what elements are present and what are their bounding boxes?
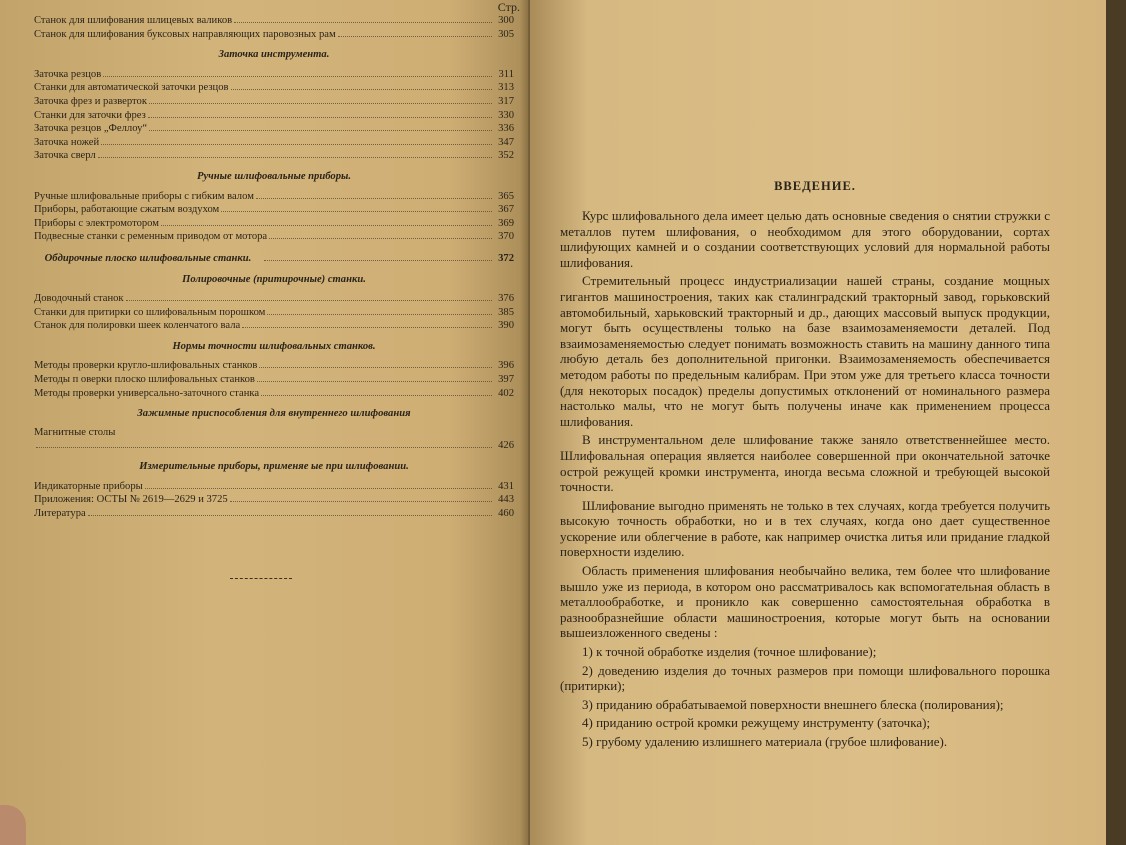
toc-page-number: 317 <box>498 95 514 107</box>
toc-entry-title: Заточка сверл <box>34 150 96 162</box>
toc-entry-title: Станки для автоматической заточки резцов <box>34 82 229 94</box>
list-item: 2) доведению изделия до точных размеров при помощи шлифовального порошка (притирки); <box>560 662 1050 694</box>
page-stack-edge <box>1106 0 1126 845</box>
toc-page-number: 352 <box>498 150 514 162</box>
toc-entry <box>34 14 514 28</box>
toc-page-number: 370 <box>498 231 514 243</box>
toc-leader-dots <box>338 28 492 37</box>
toc-entry-title: Заточка ножей <box>34 136 100 148</box>
application-list <box>560 644 1050 750</box>
toc-entry <box>34 149 514 163</box>
toc-section-heading: Зажимные приспособления для внутреннего шлифования <box>137 408 411 420</box>
toc-entry-title: Методы п оверки плоско шлифовальных станков <box>34 374 255 386</box>
toc-entry <box>34 109 514 123</box>
toc-page-number: 300 <box>498 15 514 26</box>
toc-page-number: 397 <box>498 374 514 386</box>
toc-leader-dots <box>264 252 492 261</box>
toc-page-number: 426 <box>498 440 514 452</box>
toc-leader-dots <box>36 439 492 448</box>
toc-entry-title: Приборы с электромотором <box>34 217 159 229</box>
paragraph: Шлифование выгодно применять не только в тех случаях, когда требуется получить высокую точность обработки, но и в тех случаях, когда оно дает существенное ускорение или облегчение в работе, как например очистка литья или придание гладкой поверхности изделию. <box>560 497 1050 560</box>
toc-leader-dots <box>126 292 492 301</box>
end-divider <box>230 578 292 579</box>
toc-section-heading: Нормы точности шлифовальных станков. <box>172 340 376 352</box>
toc-section-heading: Заточка инструмента. <box>218 49 330 61</box>
toc-section-heading <box>34 252 514 266</box>
toc-entry <box>34 306 514 320</box>
right-page-introduction <box>530 0 1110 845</box>
toc-entry <box>34 81 514 95</box>
toc-page-number: 311 <box>498 68 514 80</box>
toc-entry-title: Методы проверки универсально-заточного станка <box>34 387 260 399</box>
toc-page-number: 330 <box>498 109 514 121</box>
toc-entry-title: Индикаторные приборы <box>34 480 143 492</box>
toc-page-number: 369 <box>498 217 514 229</box>
toc-leader-dots <box>88 507 492 516</box>
toc-entry <box>34 387 514 401</box>
toc-entry <box>34 230 514 244</box>
list-item: 3) приданию обрабатываемой поверхности внешнего блеска (полирования); <box>582 696 1004 712</box>
toc-entry-title: Заточка резцов <box>34 68 102 80</box>
toc-entry-title: Станок для полировки шеек коленчатого вала <box>34 320 241 332</box>
list-item: 4) приданию острой кромки режущему инструменту (заточка); <box>582 715 931 731</box>
toc-page-number: 347 <box>498 136 514 148</box>
toc-list <box>34 14 514 520</box>
toc-leader-dots <box>161 217 492 226</box>
toc-page-number: 402 <box>498 387 514 399</box>
paragraph: Область применения шлифования необычайно велика, тем более что шлифование вышло уже из периода, в котором оно рассматривалось как вспомогательная область в металлообработке, и проникло как совершенно самостоятельная обработка в разнообразнейшие области машиностроения, которые могут быть на основании вышеизложенного сведены : <box>560 563 1050 641</box>
toc-entry-title: Методы проверки кругло-шлифовальных станков <box>34 360 258 372</box>
list-item: 5) грубому удалению излишнего материала (грубое шлифование). <box>582 734 948 749</box>
toc-section-title: Обдирочные плоско шлифовальные станки. <box>44 252 252 264</box>
toc-leader-dots <box>231 81 492 90</box>
toc-leader-dots <box>230 493 492 502</box>
toc-page-number: 365 <box>498 190 514 202</box>
toc-entry <box>34 136 514 150</box>
paragraph: Стремительный процесс индустриализации нашей страны, создание мощных гигантов машиностроения, таких как сталинградский тракторный завод, горьковский автомобильный, харьковский тракторный и др., дающих массовый выпуск продукции, могут быть осуществлены только на базе взаимозаменяемости деталей. Под взаимозаменяемостью следует понимать возможность ставить на машину данного типа любую деталь без дополнительной пригонки. Взаимозаменяемость обеспечивается методом работы по предельным калибрам. При этом уже для третьего класса точности (для некоторых посадок) пределы допустимых отклонений от номинального размера настолько малы, что не могут быть получены иначе как применением процесса шлифования. <box>560 273 1050 429</box>
toc-entry <box>34 507 514 521</box>
toc-entry <box>34 427 514 440</box>
toc-entry-title: Литература <box>34 507 86 519</box>
toc-leader-dots <box>269 230 492 239</box>
toc-entry-title: Заточка фрез и разверток <box>34 95 147 107</box>
toc-page-number: 336 <box>498 123 514 135</box>
toc-entry <box>34 122 514 136</box>
toc-leader-dots <box>103 68 492 77</box>
toc-entry-title: Приборы, работающие сжатым воздухом <box>34 204 220 216</box>
toc-leader-dots <box>256 190 492 199</box>
toc-entry <box>34 28 514 42</box>
introduction-title: ВВЕДЕНИЕ. <box>774 179 856 193</box>
left-page-table-of-contents <box>0 0 528 845</box>
toc-leader-dots <box>234 14 492 23</box>
toc-entry-title: Ручные шлифовальные приборы с гибким валом <box>34 190 254 202</box>
paragraph: Курс шлифовального дела имеет целью дать основные сведения о снятии стружки с металлов путем шлифования, о необходимом для этого оборудовании, сортах шлифующих камней и о создании соответствующих условий для нормальной работы шлифования. <box>560 208 1050 270</box>
toc-entry <box>34 203 514 217</box>
toc-entry <box>34 292 514 306</box>
toc-entry <box>34 493 514 507</box>
toc-leader-dots <box>257 373 492 382</box>
toc-leader-dots <box>148 109 492 118</box>
toc-entry-title: Станки для заточки фрез <box>34 109 146 121</box>
paragraph: В инструментальном деле шлифование также заняло ответственнейшее место. Шлифовальная операция является наиболее совершенной при окончательной заточке острой режущей кромки инструмента, иногда весьма сложной и требующей высокой точности. <box>560 432 1050 495</box>
toc-leader-dots <box>145 480 492 489</box>
toc-page-number: 396 <box>498 360 514 372</box>
toc-page-number: 376 <box>498 293 514 305</box>
toc-entry <box>34 439 514 453</box>
introduction-body <box>560 208 1050 750</box>
toc-entry-title: Подвесные станки с ременным приводом от мотора <box>34 231 268 243</box>
toc-entry-title: Станок для шлифования шлицевых валиков <box>34 15 233 26</box>
toc-leader-dots <box>101 136 492 145</box>
toc-page-number: 313 <box>498 82 514 94</box>
toc-page-number: 460 <box>498 507 514 519</box>
toc-page-number: 385 <box>498 306 514 318</box>
toc-leader-dots <box>149 95 492 104</box>
toc-section-heading: Ручные шлифовальные приборы. <box>197 170 351 182</box>
toc-entry <box>34 373 514 387</box>
toc-leader-dots <box>261 387 492 396</box>
toc-entry <box>34 95 514 109</box>
toc-leader-dots <box>221 203 492 212</box>
toc-entry-title: Станки для притирки со шлифовальным порошком <box>34 306 266 318</box>
toc-page-number: 431 <box>498 480 514 492</box>
toc-page-number: 390 <box>498 320 514 332</box>
toc-section-heading: Измерительные приборы, применяе ые при шлифовании. <box>139 461 409 473</box>
page-column-header: Стр. <box>497 0 520 14</box>
toc-entry-title: Заточка резцов „Феллоу“ <box>34 123 148 135</box>
toc-page-number: 372 <box>498 252 514 264</box>
toc-entry <box>34 68 514 82</box>
toc-page-number: 367 <box>498 204 514 216</box>
list-item: 1) к точной обработке изделия (точное шлифование); <box>582 644 877 660</box>
toc-entry <box>34 480 514 494</box>
toc-leader-dots <box>242 319 492 328</box>
toc-page-number: 305 <box>498 28 514 40</box>
toc-leader-dots <box>149 122 492 131</box>
toc-entry <box>34 217 514 231</box>
toc-page-number: 443 <box>498 494 514 506</box>
toc-section-heading: Полировочные (притирочные) станки. <box>182 273 366 285</box>
toc-leader-dots <box>267 306 492 315</box>
toc-leader-dots <box>259 359 492 368</box>
toc-entry-title: Приложения: ОСТЫ № 2619—2629 и 3725 <box>34 494 228 506</box>
toc-entry <box>34 190 514 204</box>
toc-entry-title: Станок для шлифования буксовых направляющих паровозных рам <box>34 28 336 40</box>
toc-entry <box>34 359 514 373</box>
toc-entry <box>34 319 514 333</box>
toc-entry-title: Доводочный станок <box>34 293 124 305</box>
toc-entry-title: Магнитные столы <box>34 426 116 438</box>
toc-leader-dots <box>98 149 492 158</box>
